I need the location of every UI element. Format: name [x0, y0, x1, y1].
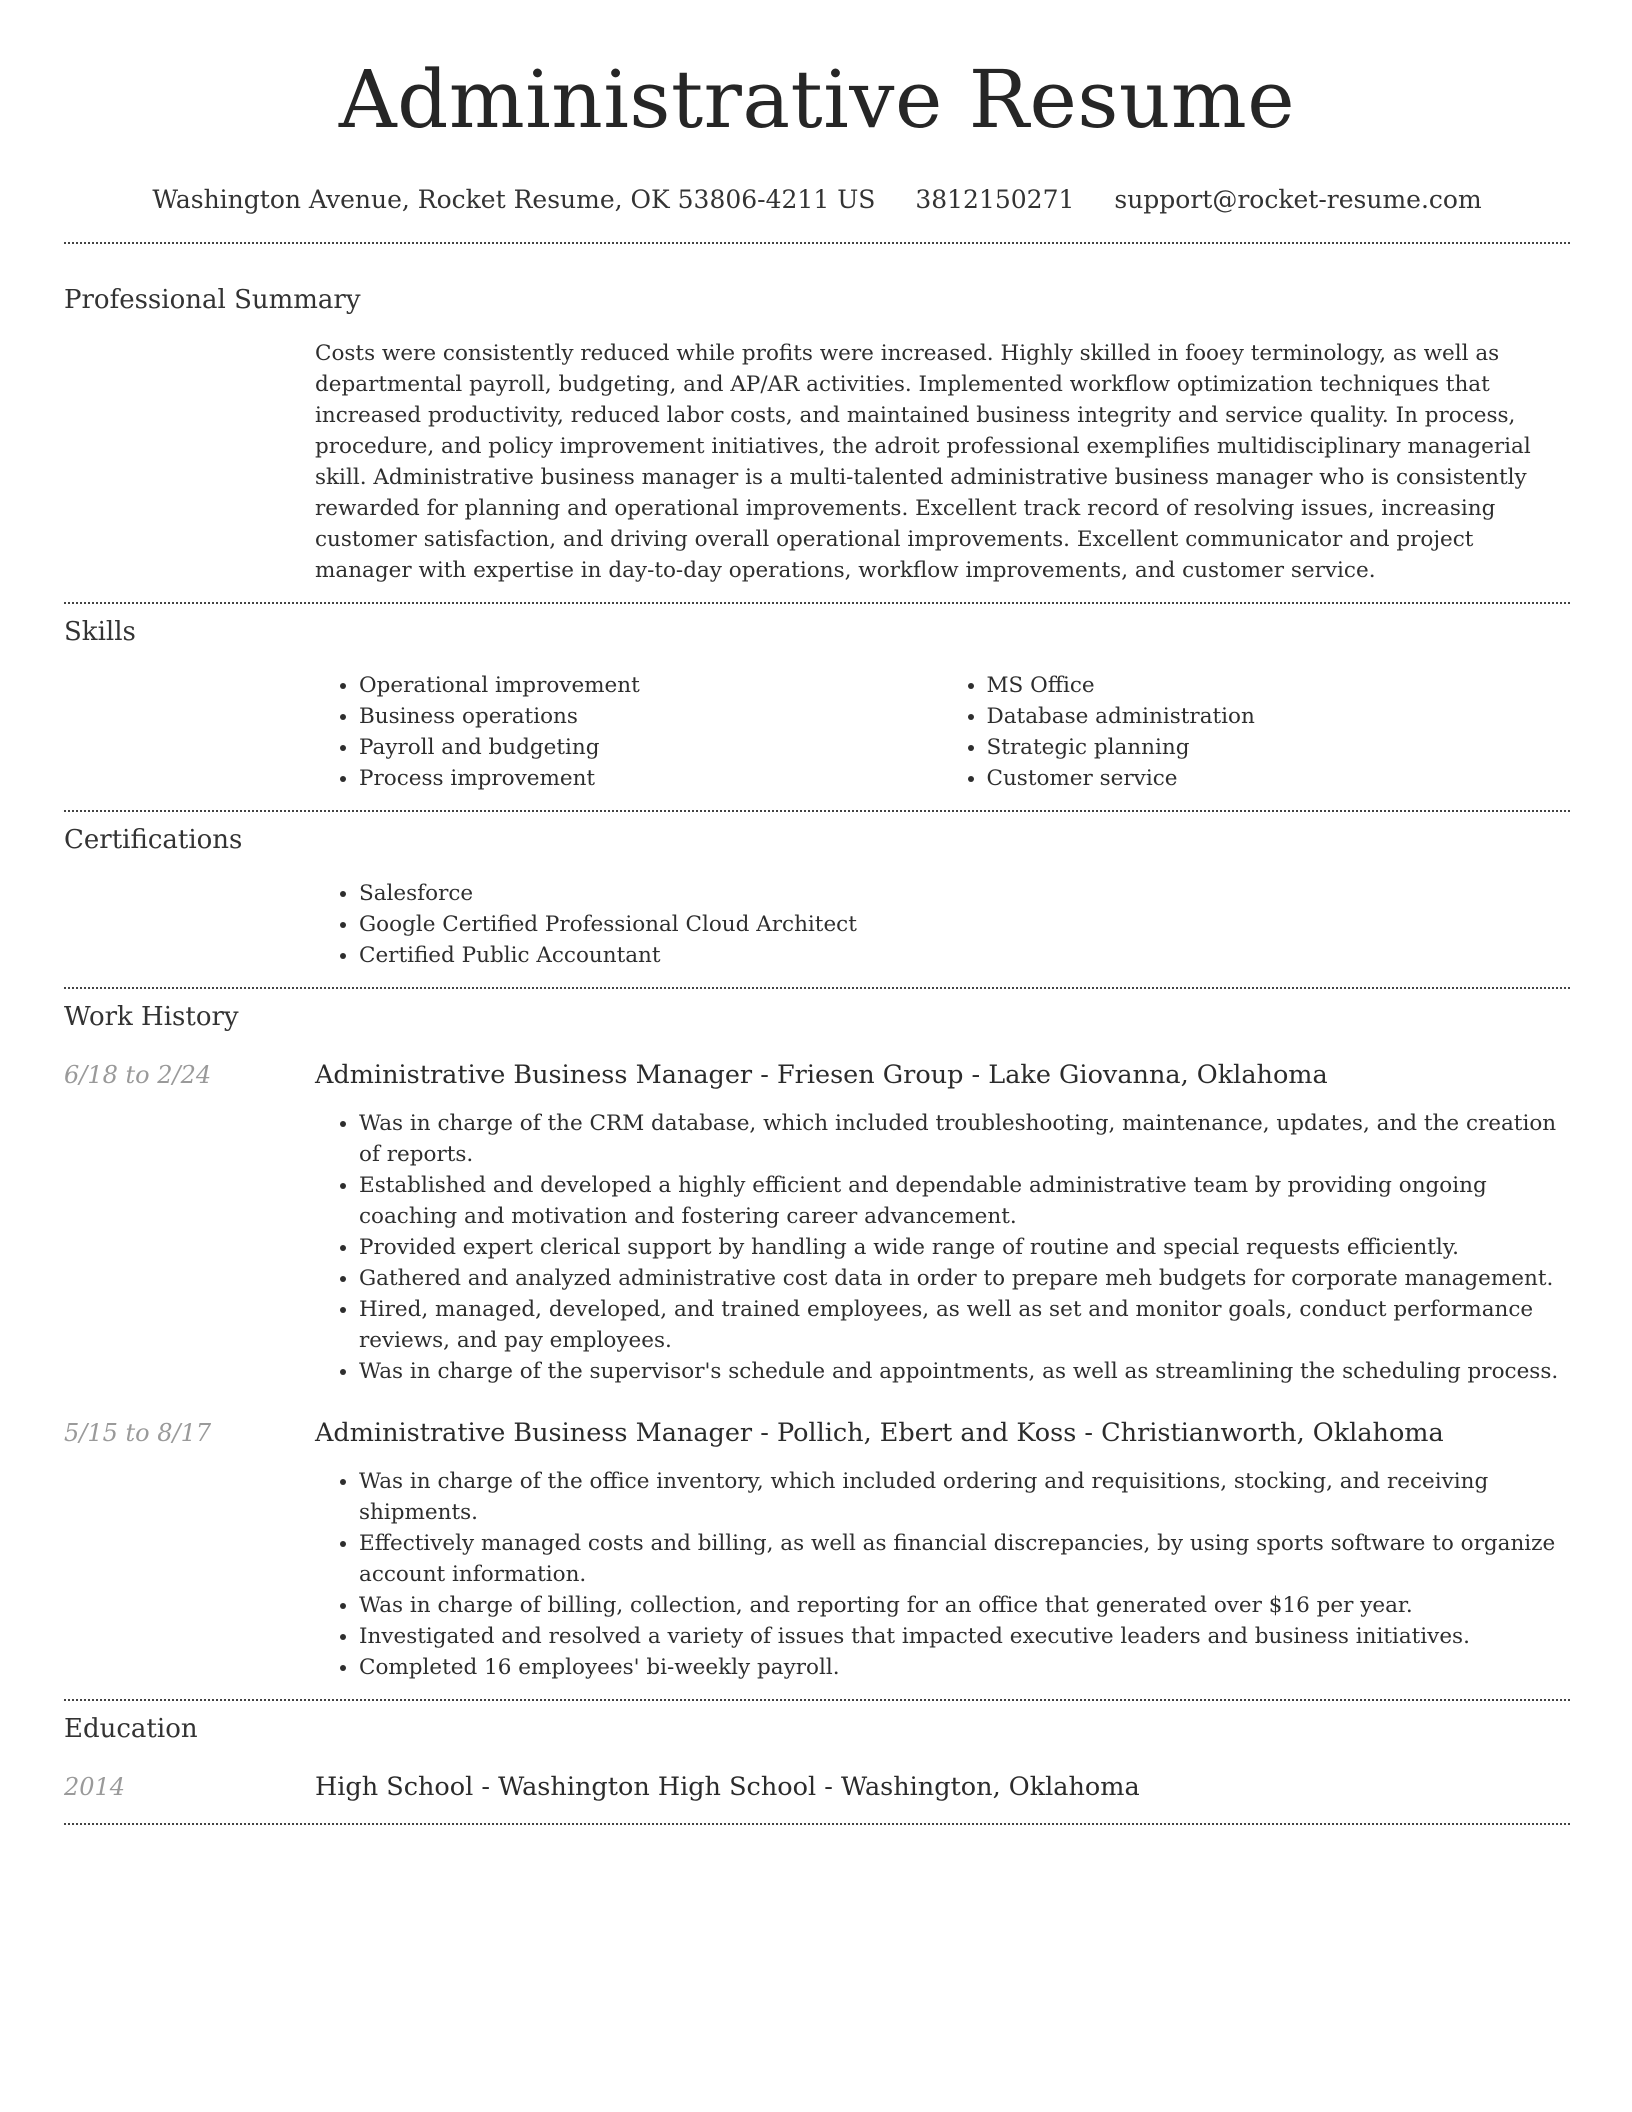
job-bullet: • Hired, managed, developed, and trained employees, as well as set and monitor goals, conduct performance reviews, and pay employees.	[359, 1294, 1570, 1356]
job-entry	[64, 1417, 1570, 1683]
skill-item: • Database administration	[987, 701, 1571, 732]
job-bullet: • Completed 16 employees' bi-weekly payroll.	[359, 1652, 1570, 1683]
section-title-certifications: Certifications	[64, 825, 243, 855]
section-title-skills: Skills	[64, 617, 136, 647]
job-entry	[64, 1059, 1570, 1387]
education-entry	[64, 1771, 1570, 1803]
job-bullet: • Gathered and analyzed administrative cost data in order to prepare meh budgets for corporate management.	[359, 1263, 1570, 1294]
skill-item: • Customer service	[987, 763, 1571, 794]
skills-list-right	[943, 670, 1571, 794]
contact-address: Washington Avenue, Rocket Resume, OK 53806-4211 US	[152, 185, 876, 214]
skill-item: • MS Office	[987, 670, 1571, 701]
skill-item: • Operational improvement	[359, 670, 943, 701]
education-heading: High School - Washington High School - Washington, Oklahoma	[315, 1772, 1140, 1802]
job-dates: 6/18 to 2/24	[64, 1061, 212, 1089]
contact-line	[64, 184, 1570, 216]
job-bullet: • Established and developed a highly efficient and dependable administrative team by providing ongoing coaching and motivation and fostering career advancement.	[359, 1170, 1570, 1232]
job-bullet: • Was in charge of the office inventory, which included ordering and requisitions, stocking, and receiving shipments.	[359, 1466, 1570, 1528]
education-dates: 2014	[64, 1773, 126, 1801]
summary-section	[64, 244, 1570, 602]
resume-page	[64, 0, 1570, 1825]
certifications-section	[64, 812, 1570, 987]
summary-text: Costs were consistently reduced while profits were increased. Highly skilled in fooey terminology, as well as departmental payroll, budgeting, and AP/AR activities. Implemented workflow optimization techniques that increased productivity, reduced labor costs, and maintained business integrity and service quality. In process, procedure, and policy improvement initiatives, the adroit professional exemplifies multidisciplinary managerial skill. Administrative business manager is a multi-talented administrative business manager who is consistently rewarded for planning and operational improvements. Excellent track record of resolving issues, increasing customer satisfaction, and driving overall operational improvements. Excellent communicator and project manager with expertise in day-to-day operations, workflow improvements, and customer service.	[315, 341, 1531, 583]
job-dates: 5/15 to 8/17	[64, 1419, 212, 1447]
certification-item: • Salesforce	[359, 878, 1570, 909]
skill-item: • Process improvement	[359, 763, 943, 794]
certification-item: • Google Certified Professional Cloud Architect	[359, 909, 1570, 940]
job-bullet: • Provided expert clerical support by handling a wide range of routine and special requests efficiently.	[359, 1232, 1570, 1263]
job-heading: Administrative Business Manager - Pollich, Ebert and Koss - Christianworth, Oklahoma	[315, 1418, 1444, 1448]
certifications-list	[315, 878, 1570, 971]
skills-section	[64, 604, 1570, 810]
skills-list-left	[315, 670, 943, 794]
job-bullet: • Was in charge of the CRM database, which included troubleshooting, maintenance, updates, and the creation of reports.	[359, 1108, 1570, 1170]
skill-item: • Payroll and budgeting	[359, 732, 943, 763]
contact-email: support@rocket-resume.com	[1114, 185, 1482, 214]
work-history-section	[64, 989, 1570, 1699]
section-title-work-history: Work History	[64, 1002, 239, 1032]
contact-phone: 3812150271	[915, 185, 1075, 214]
job-bullet: • Investigated and resolved a variety of issues that impacted executive leaders and business initiatives.	[359, 1621, 1570, 1652]
skill-item: • Strategic planning	[987, 732, 1571, 763]
job-bullet: • Was in charge of billing, collection, and reporting for an office that generated over $16 per year.	[359, 1590, 1570, 1621]
certification-item: • Certified Public Accountant	[359, 940, 1570, 971]
resume-title: Administrative Resume	[338, 53, 1296, 146]
job-bullet: • Effectively managed costs and billing, as well as financial discrepancies, by using sports software to organize account information.	[359, 1528, 1570, 1590]
job-bullets	[315, 1108, 1570, 1387]
section-title-summary: Professional Summary	[64, 285, 361, 315]
job-heading: Administrative Business Manager - Friesen Group - Lake Giovanna, Oklahoma	[315, 1060, 1328, 1090]
education-section	[64, 1701, 1570, 1823]
job-bullet: • Was in charge of the supervisor's schedule and appointments, as well as streamlining the scheduling process.	[359, 1356, 1570, 1387]
skill-item: • Business operations	[359, 701, 943, 732]
job-bullets	[315, 1466, 1570, 1683]
section-title-education: Education	[64, 1714, 198, 1744]
divider	[64, 1823, 1570, 1825]
